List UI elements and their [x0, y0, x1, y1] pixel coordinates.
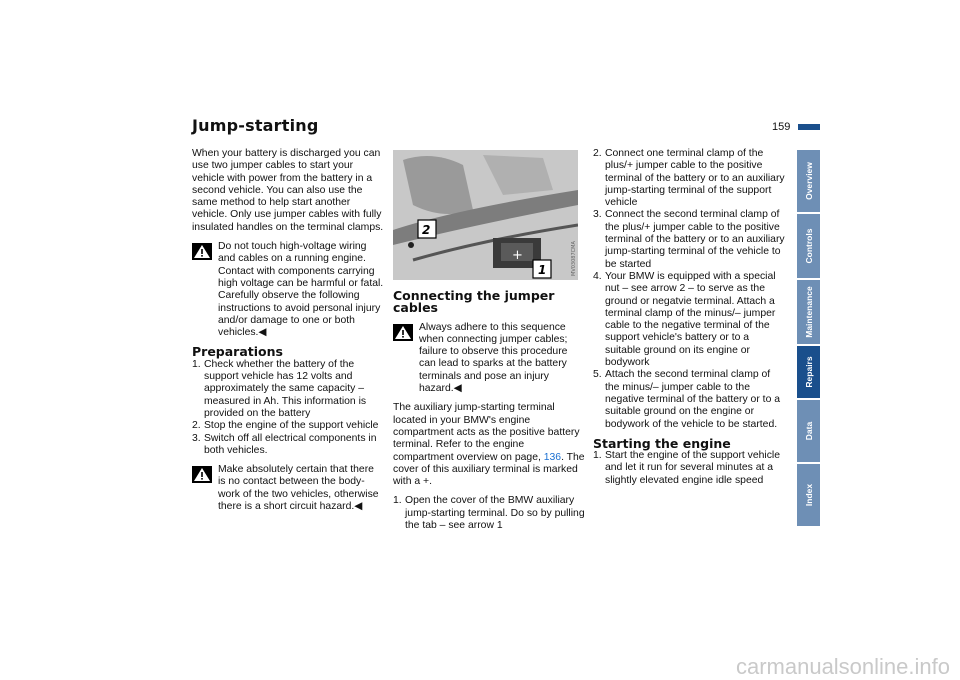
warning-note	[192, 464, 384, 513]
tab-data[interactable]	[797, 400, 820, 462]
page-number: 159	[772, 121, 791, 133]
connection-steps-list	[593, 148, 785, 431]
warning-note	[393, 322, 587, 396]
image-code: MV03087CMA	[571, 241, 577, 276]
page-title: Jump-starting	[192, 116, 319, 135]
starting-steps-list	[593, 450, 785, 487]
tab-label: Index	[803, 483, 814, 507]
watermark: carmanualsonline.info	[735, 654, 950, 679]
warning-note	[192, 241, 384, 339]
preparations-list	[192, 359, 384, 457]
arrow-1-label: 1	[538, 263, 547, 277]
warning-triangle-icon	[192, 466, 212, 483]
warning-text: Make absolutely certain that there is no contact between the body-work of the two vehicles, otherwise there is a short circuit hazard.◀	[218, 464, 379, 513]
list-item: 1. Start the engine of the support vehicle and let it run for several minutes at a slightly elevated engine idle speed	[593, 450, 781, 486]
page-number-marker	[798, 124, 820, 130]
list-item: 5. Attach the second terminal clamp of the minus/– jumper cable to the negative terminal of the battery or to a suitable ground on the engine or bodywork of the vehicle to be started.	[593, 369, 781, 430]
tab-label: Maintenance	[803, 286, 814, 338]
tab-label: Controls	[803, 228, 814, 264]
engine-compartment-photo	[393, 150, 578, 280]
intro-paragraph: When your battery is discharged you can use two jumper cables to start your vehicle with power from the battery in a second vehicle. You can also use the same method to help start another vehicle. Only use jumper cables with fully insulated handles on the terminal clamps.	[192, 148, 384, 233]
tab-label: Repairs	[803, 356, 814, 388]
tab-overview[interactable]	[797, 150, 820, 212]
warning-text: Always adhere to this sequence when connecting jumper cables; failure to observe this procedure can lead to sparks at the battery terminals and pose an injury hazard.◀	[419, 321, 568, 395]
tab-maintenance[interactable]	[797, 280, 820, 344]
tab-index[interactable]	[797, 464, 820, 526]
terminal-paragraph: The auxiliary jump-starting terminal located in your BMW's engine compartment acts as the positive battery terminal. Refer to the engine compartment overview on page, 136. The cover of this auxiliary terminal is marked with a +.	[393, 402, 585, 488]
section-heading-starting: Starting the engine	[593, 435, 731, 451]
list-item: 4. Your BMW is equipped with a special nut – see arrow 2 – to serve as the ground or negatvie terminal. Attach a terminal clamp of the minus/– jumper cable to the negative terminal of the support vehicle's battery or to a suitable ground on its engine or bodywork	[593, 270, 776, 369]
tab-repairs[interactable]	[797, 346, 820, 398]
warning-triangle-icon	[192, 243, 212, 260]
column-2	[393, 290, 587, 532]
list-item: 3. Switch off all electrical components in both vehicles.	[192, 432, 377, 456]
section-heading-connecting: Connecting the jumper cables	[393, 288, 555, 316]
section-tabs	[797, 150, 820, 528]
section-heading-preparations: Preparations	[192, 344, 283, 360]
list-item: 1. Open the cover of the BMW auxiliary jump-starting terminal. Do so by pulling the tab – see arrow 1	[393, 495, 585, 532]
list-item: 1. Check whether the battery of the support vehicle has 12 volts and approximately the same capacity – measured in Ah. This information is provided on the battery	[192, 358, 367, 419]
list-item: 2. Stop the engine of the support vehicle	[192, 420, 379, 432]
tab-controls[interactable]	[797, 214, 820, 278]
page-link[interactable]: 136	[543, 451, 562, 463]
warning-text: Do not touch high-voltage wiring and cables on a running engine. Contact with components carrying high voltage can be harmful or fatal. Carefully observe the following instructions to avoid personal injury and/or damage to one or both vehicles.◀	[218, 241, 384, 339]
list-item: 2. Connect one terminal clamp of the plus/+ jumper cable to the positive terminal of the battery or to an auxiliary jump-starting terminal of the support vehicle	[593, 148, 785, 209]
tab-label: Overview	[803, 162, 814, 200]
column-3	[593, 148, 785, 487]
plus-marking: +	[512, 248, 523, 263]
tab-label: Data	[803, 421, 814, 441]
column-1	[192, 148, 384, 513]
warning-triangle-icon	[393, 324, 413, 341]
list-item: 3. Connect the second terminal clamp of the plus/+ jumper cable to the positive terminal of the battery or to an auxiliary jump-starting terminal of the vehicle to be started	[593, 209, 785, 270]
arrow-2-label: 2	[422, 223, 431, 237]
